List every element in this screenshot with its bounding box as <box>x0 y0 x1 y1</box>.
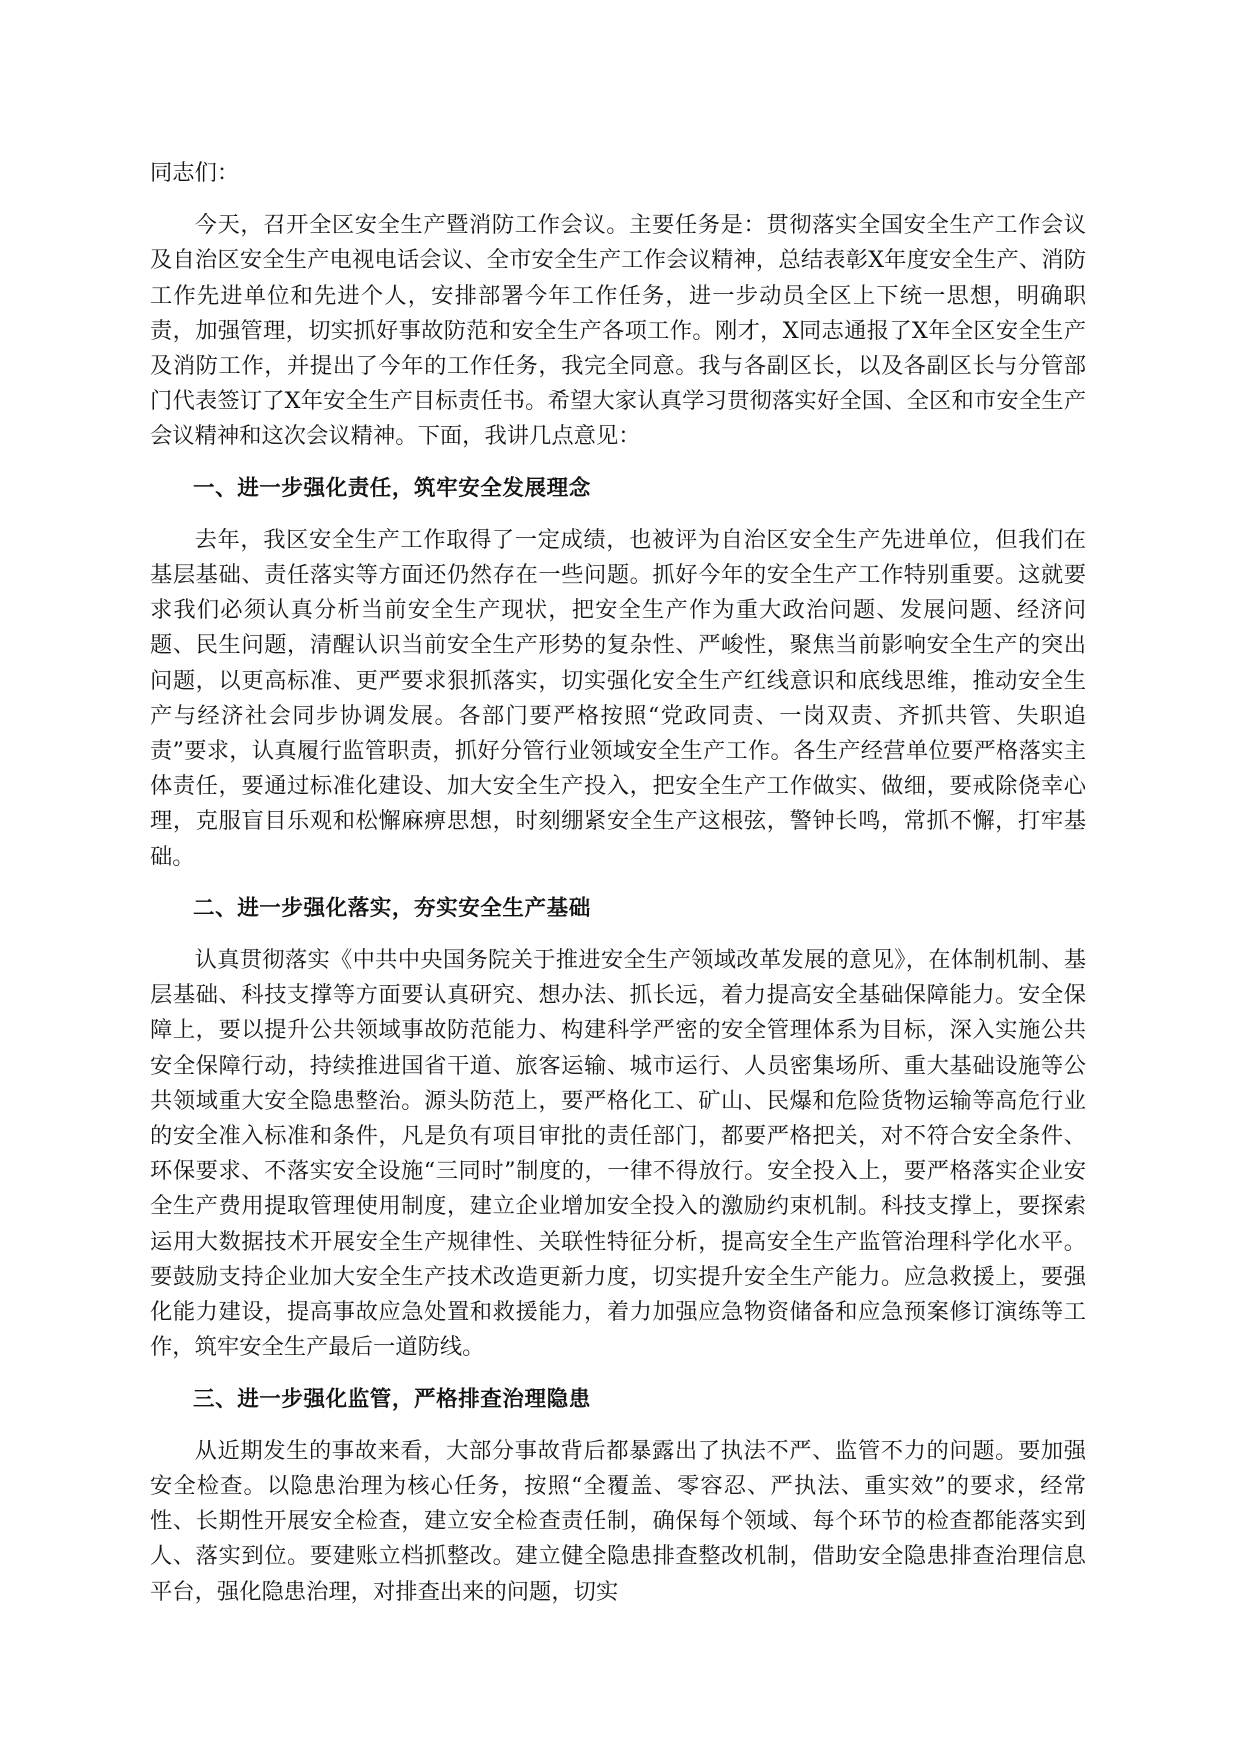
section-heading-1: 一、进一步强化责任，筑牢安全发展理念 <box>193 475 591 501</box>
section-heading-3: 三、进一步强化监管，严格排查治理隐患 <box>193 1386 591 1412</box>
document-body <box>150 156 1086 1626</box>
intro-paragraph: 今天，召开全区安全生产暨消防工作会议。主要任务是：贯彻落实全国安全生产工作会议及自治区安全生产电视电话会议、全市安全生产工作会议精神，总结表彰X年度安全生产、消防工作先进单位和先进个人，安排部署今年工作任务，进一步动员全区上下统一思想，明确职责，加强管理，切实抓好事故防范和安全生产各项工作。刚才，X同志通报了X年全区安全生产及消防工作，并提出了今年的工作任务，我完全同意。我与各副区长，以及各副区长与分管部门代表签订了X年安全生产目标责任书。希望大家认真学习贯彻落实好全国、全区和市安全生产会议精神和这次会议精神。下面，我讲几点意见： <box>150 212 1086 450</box>
section-body-1: 去年，我区安全生产工作取得了一定成绩，也被评为自治区安全生产先进单位，但我们在基层基础、责任落实等方面还仍然存在一些问题。抓好今年的安全生产工作特别重要。这就要求我们必须认真分析当前安全生产现状，把安全生产作为重大政治问题、发展问题、经济问题、民生问题，清醒认识当前安全生产形势的复杂性、严峻性，聚焦当前影响安全生产的突出问题，以更高标准、更严要求狠抓落实，切实强化安全生产红线意识和底线思维，推动安全生产与经济社会同步协调发展。各部门要严格按照“党政同责、一岗双责、齐抓共管、失职追责”要求，认真履行监管职责，抓好分管行业领域安全生产工作。各生产经营单位要严格落实主体责任，要通过标准化建设、加大安全生产投入，把安全生产工作做实、做细，要戒除侥幸心理，克服盲目乐观和松懈麻痹思想，时刻绷紧安全生产这根弦，警钟长鸣，常抓不懈，打牢基础。 <box>150 526 1086 870</box>
salutation: 同志们： <box>150 160 240 186</box>
section-body-2: 认真贯彻落实《中共中央国务院关于推进安全生产领域改革发展的意见》，在体制机制、基层基础、科技支撑等方面要认真研究、想办法、抓长远，着力提高安全基础保障能力。安全保障上，要以提升公共领域事故防范能力、构建科学严密的安全管理体系为目标，深入实施公共安全保障行动，持续推进国省干道、旅客运输、城市运行、人员密集场所、重大基础设施等公共领域重大安全隐患整治。源头防范上，要严格化工、矿山、民爆和危险货物运输等高危行业的安全准入标准和条件，凡是负有项目审批的责任部门，都要严格把关，对不符合安全条件、环保要求、不落实安全设施“三同时”制度的，一律不得放行。安全投入上，要严格落实企业安全生产费用提取管理使用制度，建立企业增加安全投入的激励约束机制。科技支撑上，要探索运用大数据技术开展安全生产规律性、关联性特征分析，提高安全生产监管治理科学化水平。要鼓励支持企业加大安全生产技术改造更新力度，切实提升安全生产能力。应急救援上，要强化能力建设，提高事故应急处置和救援能力，着力加强应急物资储备和应急预案修订演练等工作，筑牢安全生产最后一道防线。 <box>150 947 1086 1361</box>
section-body-3: 从近期发生的事故来看，大部分事故背后都暴露出了执法不严、监管不力的问题。要加强安全检查。以隐患治理为核心任务，按照“全覆盖、零容忍、严执法、重实效”的要求，经常性、长期性开展安全检查，建立安全检查责任制，确保每个领域、每个环节的检查都能落实到人、落实到位。要建账立档抓整改。建立健全隐患排查整改机制，借助安全隐患排查治理信息平台，强化隐患治理，对排查出来的问题，切实 <box>150 1437 1086 1605</box>
section-heading-2: 二、进一步强化落实，夯实安全生产基础 <box>193 895 591 921</box>
